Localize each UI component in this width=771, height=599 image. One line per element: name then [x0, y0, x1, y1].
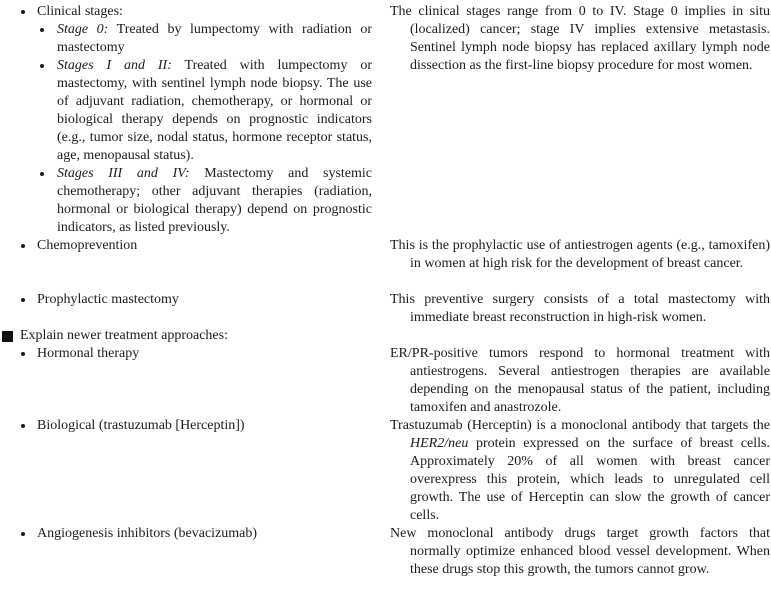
- bullet-icon: [40, 172, 44, 176]
- explanation-paragraph: ER/PR-positive tumors respond to hormonal treatment with antiestrogens. Several antiestrogen therapies are available depending on the menopausal status of the patient, including tamoxifen and anastrozole.: [390, 346, 770, 415]
- outline-column: [2, 291, 390, 309]
- bullet-icon: [40, 28, 44, 32]
- row-newer-treatments-heading: [2, 327, 770, 345]
- bullet-item-prophylactic-mastectomy: [2, 291, 390, 309]
- bullet-item-hormonal-therapy: [2, 345, 390, 363]
- stage-lead: Stages III and IV:: [57, 166, 190, 181]
- bullet-icon: [21, 424, 25, 428]
- row-hormonal-therapy: [2, 345, 770, 417]
- outline-column: [2, 345, 390, 363]
- bullet-item-label: Chemoprevention: [37, 238, 138, 253]
- explanation-paragraph: This preventive surgery consists of a total mastectomy with immediate breast reconstruction in high-risk women.: [390, 292, 770, 325]
- bullet-item-angiogenesis: [2, 525, 390, 543]
- explanation-column: [390, 345, 770, 417]
- stage-text: Treated by lumpectomy with radiation or mastectomy: [57, 22, 372, 55]
- bullet-icon: [40, 64, 44, 68]
- outline-column: [2, 237, 390, 255]
- bullet-icon: [21, 298, 25, 302]
- bullet-item-label: Prophylactic mastectomy: [37, 292, 179, 307]
- paragraph-text: protein expressed on the surface of breast cells. Approximately 20% of all women with breast cancer overexpress this protein, which leads to unregulated cell growth. The use of Herceptin can slow the growth of cancer cells.: [410, 436, 770, 523]
- outline-column: [2, 3, 390, 237]
- explanation-paragraph: New monoclonal antibody drugs target growth factors that normally optimize enhanced blood vessel development. When these drugs stop this growth, the tumors cannot grow.: [390, 526, 770, 577]
- bullet-icon: [21, 352, 25, 356]
- explanation-paragraph: [390, 417, 770, 525]
- bullet-item-clinical-stages: [2, 3, 390, 21]
- bullet-icon: [21, 244, 25, 248]
- bullet-item-label: Clinical stages:: [37, 4, 123, 19]
- explanation-column: [390, 291, 770, 327]
- italic-term: HER2/neu: [410, 436, 469, 451]
- section-heading-label: Explain newer treatment approaches:: [20, 328, 228, 343]
- bullet-item-biological: [2, 417, 390, 435]
- outline-column: [2, 525, 390, 543]
- paragraph-text: Trastuzumab (Herceptin) is a monoclonal antibody that targets the: [390, 418, 770, 433]
- bullet-item-chemoprevention: [2, 237, 390, 255]
- bullet-item-stages-3-4: [2, 165, 390, 237]
- bullet-item-label: Angiogenesis inhibitors (bevacizumab): [37, 526, 258, 541]
- bullet-icon: [21, 532, 25, 536]
- explanation-column: [390, 237, 770, 273]
- square-bullet-icon: [2, 331, 13, 342]
- row-clinical-stages: [2, 3, 770, 237]
- stage-lead: Stage 0:: [57, 22, 109, 37]
- explanation-paragraph: This is the prophylactic use of antiestrogen agents (e.g., tamoxifen) in women at high risk for the development of breast cancer.: [390, 238, 770, 271]
- bullet-item-label: Hormonal therapy: [37, 346, 140, 361]
- explanation-column: [390, 3, 770, 75]
- bullet-item-stages-1-2: [2, 57, 390, 165]
- stage-text: Treated with lumpectomy or mastectomy, with sentinel lymph node biopsy. The use of adjuvant radiation, chemotherapy, or hormonal or biological therapy depends on prognostic indicators (e.g., tumor size, nodal status, hormone receptor status, age, menopausal status).: [57, 58, 373, 163]
- row-biological-trastuzumab: [2, 417, 770, 525]
- bullet-item-label: Biological (trastuzumab [Herceptin]): [37, 418, 245, 433]
- explanation-column: [390, 525, 770, 579]
- row-chemoprevention: [2, 237, 770, 291]
- row-prophylactic-mastectomy: [2, 291, 770, 327]
- explanation-column: [390, 417, 770, 525]
- stage-text: Mastectomy and systemic chemotherapy; other adjuvant therapies (radiation, hormonal or biological therapy) depend on prognostic indicators, as listed previously.: [57, 166, 373, 235]
- section-heading: [2, 327, 770, 345]
- bullet-item-stage-0: [2, 21, 390, 57]
- explanation-paragraph: The clinical stages range from 0 to IV. Stage 0 implies in situ (localized) cancer; stage IV implies extensive metastasis. Sentinel lymph node biopsy has replaced axillary lymph node dissection as the first-line biopsy procedure for most women.: [390, 4, 770, 73]
- outline-column: [2, 417, 390, 435]
- bullet-icon: [21, 10, 25, 14]
- row-angiogenesis-inhibitors: [2, 525, 770, 597]
- stage-lead: Stages I and II:: [57, 58, 172, 73]
